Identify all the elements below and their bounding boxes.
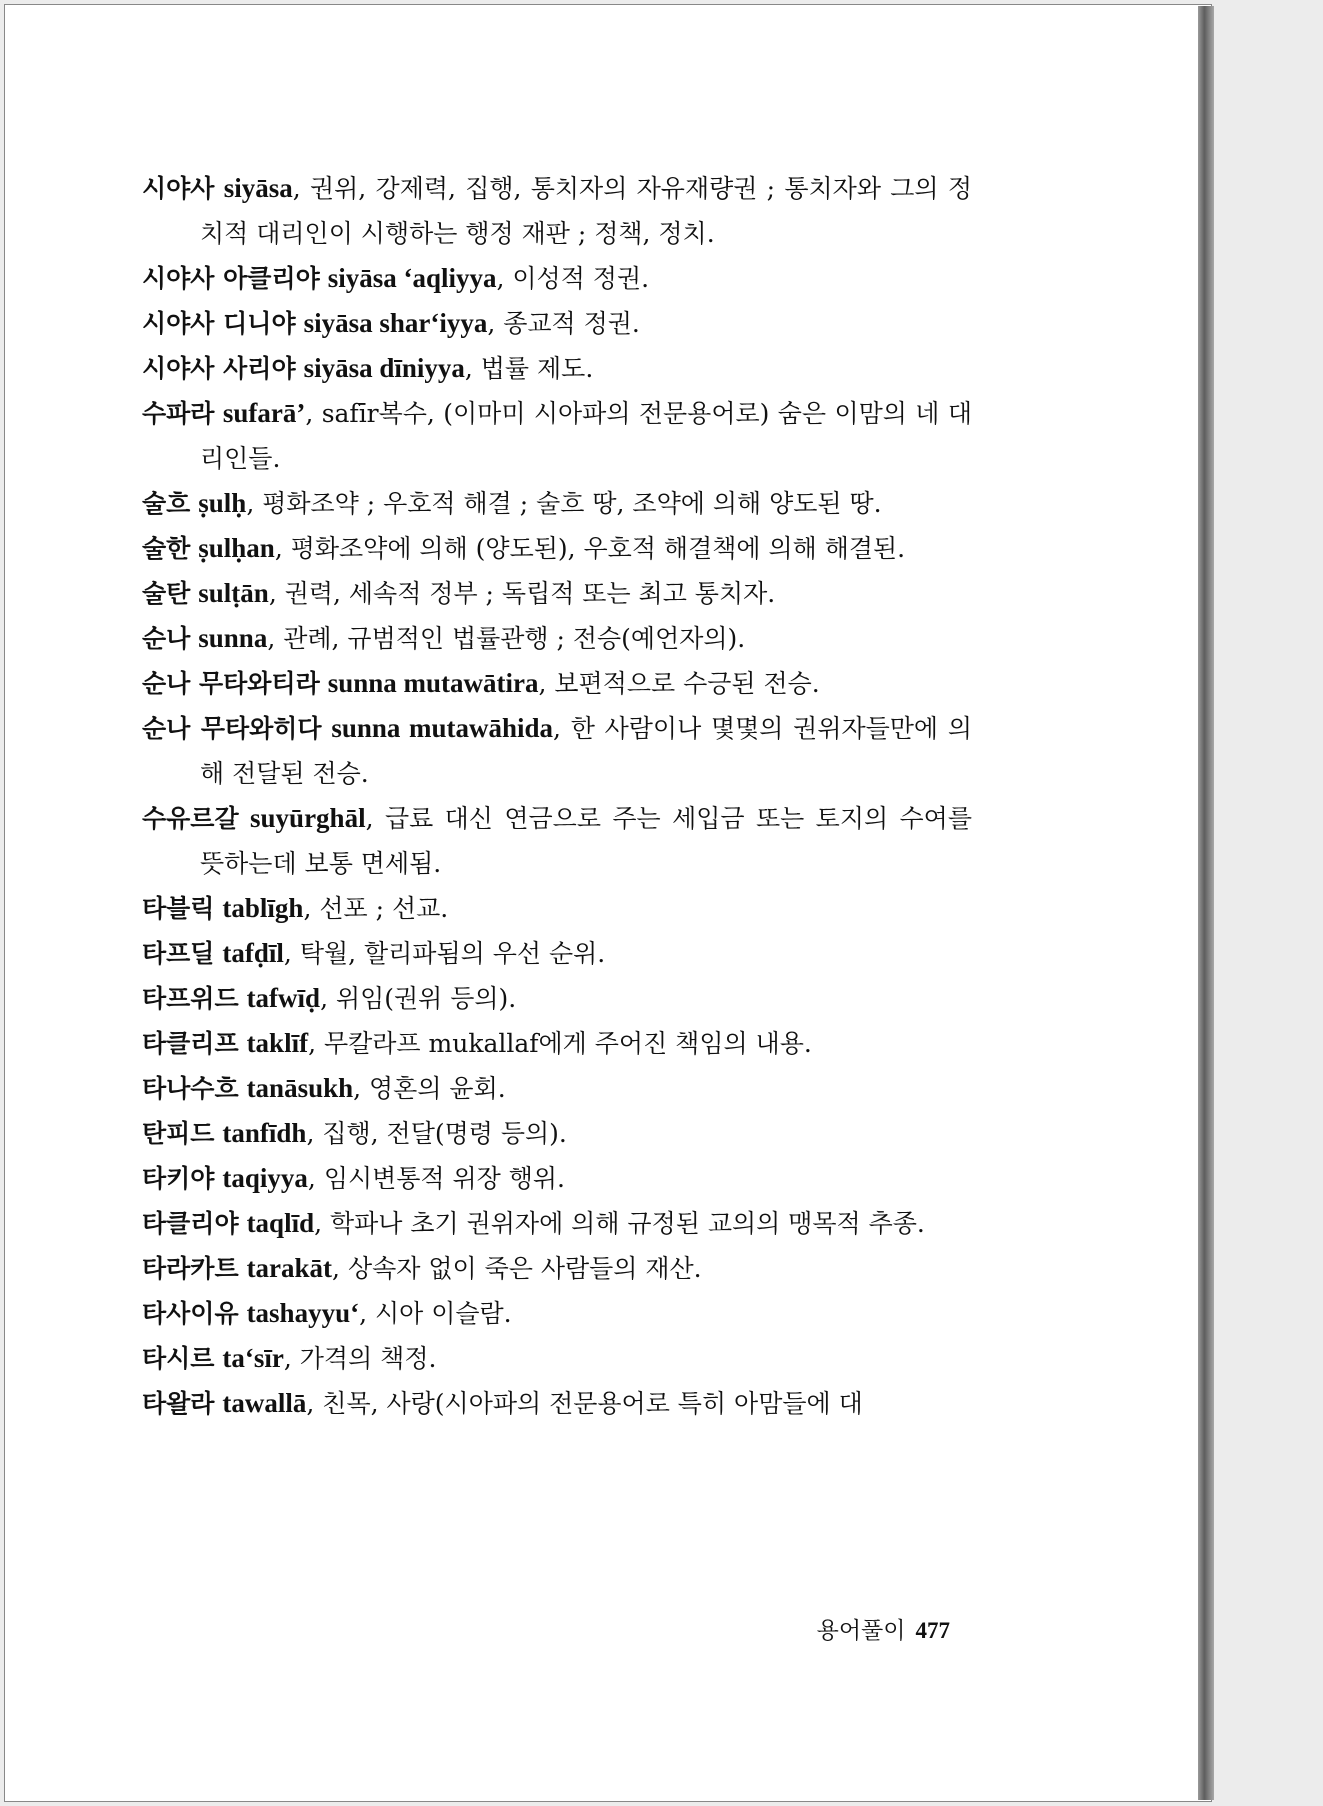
entry-head: 시야사 디니야: [142, 309, 296, 338]
entry-definition: , 무칼라프 mukallaf에게 주어진 책임의 내용.: [308, 1029, 812, 1058]
entry-term: tanfīdh: [222, 1118, 307, 1148]
glossary-entry: [142, 796, 972, 886]
entry-term: tawallā: [222, 1388, 307, 1418]
entry-definition: , safīr복수, (이마미 시아파의 전문용어로) 숨은 이맘의 네 대리인들.: [200, 399, 973, 473]
glossary-entry: [142, 706, 972, 796]
entry-term: sunna mutawāhida: [331, 713, 553, 743]
entry-definition: , 보편적으로 수긍된 전승.: [538, 669, 820, 698]
entry-definition: , 학파나 초기 권위자에 의해 규정된 교의의 맹목적 추종.: [314, 1209, 925, 1238]
entry-head: 타나수흐: [142, 1074, 239, 1103]
entry-head: 수유르갈: [142, 804, 239, 833]
entry-term: tafḍīl: [222, 938, 284, 968]
entry-head: 탄피드: [142, 1119, 215, 1148]
glossary-entry: [142, 301, 972, 346]
entry-head: 타사이유: [142, 1299, 239, 1328]
glossary-entry: [142, 886, 972, 931]
entry-head: 타클리야: [142, 1209, 239, 1238]
entry-term: ṣulḥan: [198, 533, 275, 563]
entry-definition: , 종교적 정권.: [487, 309, 640, 338]
glossary-entry: [142, 931, 972, 976]
page-footer: [790, 1612, 950, 1645]
entry-definition: , 시아 이슬람.: [359, 1299, 512, 1328]
glossary-entry: [142, 976, 972, 1021]
entry-head: 타왈라: [142, 1389, 215, 1418]
entry-head: 시야사 사리야: [142, 354, 296, 383]
entry-definition: , 임시변통적 위장 행위.: [307, 1164, 566, 1193]
entry-term: taqiyya: [222, 1163, 308, 1193]
entry-head: 타라카트: [142, 1254, 239, 1283]
entry-head: 술탄: [142, 579, 191, 608]
entry-term: taklīf: [246, 1028, 309, 1058]
entry-definition: , 선포 ; 선교.: [303, 894, 449, 923]
entry-definition: , 영혼의 윤회.: [353, 1074, 506, 1103]
entry-definition: , 권력, 세속적 정부 ; 독립적 또는 최고 통치자.: [268, 579, 776, 608]
entry-head: 타프딜: [142, 939, 215, 968]
entry-term: tashayyu‘: [246, 1298, 360, 1328]
entry-head: 타클리프: [142, 1029, 239, 1058]
page-number: 477: [915, 1618, 950, 1643]
entry-definition: , 위임(권위 등의).: [320, 984, 517, 1013]
entry-term: siyāsa shar‘iyya: [303, 308, 488, 338]
entry-term: sulṭān: [198, 578, 269, 608]
entry-definition: , 이성적 정권.: [496, 264, 650, 293]
entry-term: tarakāt: [246, 1253, 333, 1283]
glossary-entry: [142, 481, 972, 526]
glossary-entry: [142, 1156, 972, 1201]
entry-definition: , 법률 제도.: [464, 354, 594, 383]
entry-definition: , 한 사람이나 몇몇의 권위자들만에 의해 전달된 전승.: [200, 714, 972, 788]
entry-definition: , 탁월, 할리파됨의 우선 순위.: [283, 939, 606, 968]
entry-head: 술흐: [142, 489, 191, 518]
entry-term: siyāsa: [223, 173, 293, 203]
entry-definition: , 상속자 없이 죽은 사람들의 재산.: [332, 1254, 702, 1283]
glossary-entry: [142, 166, 972, 256]
entry-term: ṣulḥ: [198, 488, 247, 518]
glossary-entry: [142, 346, 972, 391]
entry-term: sufarā’: [222, 398, 306, 428]
entry-definition: , 집행, 전달(명령 등의).: [306, 1119, 567, 1148]
entry-head: 시야사 아클리야: [142, 264, 320, 293]
glossary-body: [142, 166, 972, 1426]
glossary-entry: [142, 391, 972, 481]
entry-definition: , 관례, 규범적인 법률관행 ; 전승(예언자의).: [267, 624, 746, 653]
entry-term: sunna: [198, 623, 268, 653]
glossary-entry: [142, 1246, 972, 1291]
entry-term: tanāsukh: [246, 1073, 354, 1103]
entry-term: taqlīd: [246, 1208, 315, 1238]
page-edge-shadow: [1198, 6, 1214, 1800]
entry-definition: , 가격의 책정.: [283, 1344, 437, 1373]
entry-head: 타프위드: [142, 984, 239, 1013]
glossary-entry: [142, 1021, 972, 1066]
entry-head: 타시르: [142, 1344, 215, 1373]
glossary-entry: [142, 616, 972, 661]
entry-head: 순나 무타와티라: [142, 669, 320, 698]
entry-head: 타키야: [142, 1164, 215, 1193]
glossary-entry: [142, 1111, 972, 1156]
glossary-entry: [142, 571, 972, 616]
entry-head: 타블릭: [142, 894, 215, 923]
entry-definition: , 권위, 강제력, 집행, 통치자의 자유재량권 ; 통치자와 그의 정치적 대리인이 시행하는 행정 재판 ; 정책, 정치.: [200, 174, 973, 248]
glossary-entry: [142, 1381, 972, 1426]
glossary-entry: [142, 1066, 972, 1111]
glossary-entry: [142, 661, 972, 706]
entry-term: ta‘sīr: [222, 1343, 284, 1373]
entry-term: suyūrghāl: [250, 803, 366, 833]
entry-head: 술한: [142, 534, 191, 563]
entry-definition: , 평화조약 ; 우호적 해결 ; 술흐 땅, 조약에 의해 양도된 땅.: [246, 489, 882, 518]
entry-head: 시야사: [142, 174, 215, 203]
glossary-entry: [142, 256, 972, 301]
glossary-entry: [142, 526, 972, 571]
entry-head: 순나: [142, 624, 191, 653]
entry-head: 수파라: [142, 399, 215, 428]
glossary-entry: [142, 1291, 972, 1336]
glossary-entry: [142, 1336, 972, 1381]
entry-definition: , 친목, 사랑(시아파의 전문용어로 특히 아맘들에 대: [306, 1389, 863, 1418]
entry-head: 순나 무타와히다: [142, 714, 322, 743]
entry-definition: , 급료 대신 연금으로 주는 세입금 또는 토지의 수여를 뜻하는데 보통 면세됨.: [200, 804, 972, 878]
entry-term: siyāsa dīniyya: [303, 353, 465, 383]
running-footer-section: 용어풀이: [816, 1618, 906, 1644]
glossary-entry: [142, 1201, 972, 1246]
entry-term: sunna mutawātira: [327, 668, 539, 698]
entry-term: tablīgh: [222, 893, 304, 923]
entry-term: tafwīḍ: [246, 983, 321, 1013]
entry-term: siyāsa ‘aqliyya: [327, 263, 497, 293]
entry-definition: , 평화조약에 의해 (양도된), 우호적 해결책에 의해 해결된.: [274, 534, 906, 563]
